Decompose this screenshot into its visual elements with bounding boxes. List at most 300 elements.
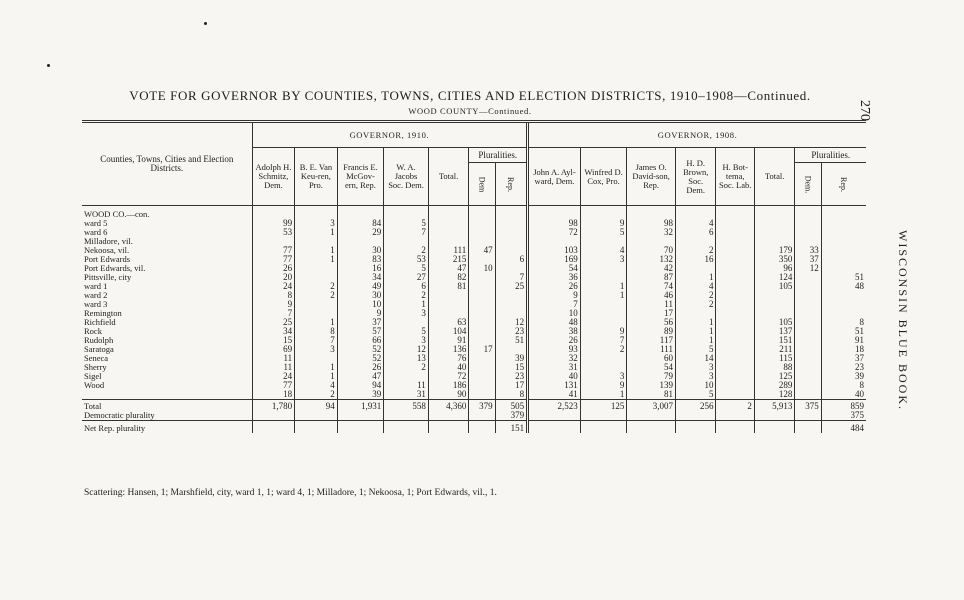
vote-cell: 63 bbox=[428, 318, 469, 327]
vote-cell bbox=[716, 246, 754, 255]
vote-cell bbox=[469, 228, 495, 237]
vote-cell bbox=[795, 273, 821, 282]
vote-cell: 5 bbox=[384, 264, 429, 273]
dem-header: Dem bbox=[469, 163, 495, 206]
vote-cell: 26 bbox=[528, 282, 581, 291]
vote-cell: 23 bbox=[821, 363, 866, 372]
vote-cell: 3 bbox=[384, 309, 429, 318]
vote-cell: 6 bbox=[384, 282, 429, 291]
vote-cell: 51 bbox=[495, 336, 527, 345]
vote-cell bbox=[295, 411, 338, 421]
vote-cell bbox=[716, 309, 754, 318]
vote-cell bbox=[821, 206, 866, 220]
vote-cell bbox=[469, 421, 495, 434]
vote-cell: 41 bbox=[528, 390, 581, 400]
vote-cell: 186 bbox=[428, 381, 469, 390]
vote-cell bbox=[469, 273, 495, 282]
vote-cell bbox=[469, 327, 495, 336]
table-row bbox=[82, 246, 866, 255]
vote-cell bbox=[795, 363, 821, 372]
table-row bbox=[82, 282, 866, 291]
vote-cell: 15 bbox=[252, 336, 295, 345]
vote-cell: 39 bbox=[821, 372, 866, 381]
vote-cell bbox=[716, 390, 754, 400]
vote-cell: 37 bbox=[821, 354, 866, 363]
vote-cell bbox=[580, 264, 627, 273]
vote-cell bbox=[821, 309, 866, 318]
vote-cell: 18 bbox=[821, 345, 866, 354]
table-row bbox=[82, 345, 866, 354]
vote-cell: 39 bbox=[495, 354, 527, 363]
col-header: Total. bbox=[754, 148, 795, 206]
vote-cell bbox=[528, 237, 581, 246]
vote-cell: 111 bbox=[428, 246, 469, 255]
table-row bbox=[82, 381, 866, 390]
table-row bbox=[82, 421, 866, 434]
vote-cell: 7 bbox=[384, 228, 429, 237]
vote-cell bbox=[821, 291, 866, 300]
vote-cell: 379 bbox=[469, 400, 495, 412]
vote-cell bbox=[795, 219, 821, 228]
vote-cell bbox=[580, 363, 627, 372]
vote-cell bbox=[821, 246, 866, 255]
vote-cell: 53 bbox=[384, 255, 429, 264]
rep-header: Rep. bbox=[821, 163, 866, 206]
vote-cell: 17 bbox=[495, 381, 527, 390]
vote-cell bbox=[252, 411, 295, 421]
vote-cell: 3 bbox=[580, 255, 627, 264]
vote-cell: 151 bbox=[495, 421, 527, 434]
print-speck bbox=[47, 64, 50, 67]
vote-cell: 98 bbox=[528, 219, 581, 228]
vote-cell bbox=[295, 421, 338, 434]
vote-cell: 169 bbox=[528, 255, 581, 264]
vote-cell bbox=[384, 411, 429, 421]
vote-cell: 74 bbox=[627, 282, 676, 291]
vote-cell: 7 bbox=[252, 309, 295, 318]
vote-cell bbox=[495, 264, 527, 273]
vote-cell: 5 bbox=[580, 228, 627, 237]
vote-cell bbox=[795, 318, 821, 327]
vote-cell bbox=[428, 291, 469, 300]
vote-cell: 51 bbox=[821, 273, 866, 282]
vote-cell: 26 bbox=[337, 363, 384, 372]
vote-cell: 94 bbox=[337, 381, 384, 390]
vote-cell bbox=[795, 327, 821, 336]
vote-cell: 70 bbox=[627, 246, 676, 255]
district-name: Net Rep. plurality bbox=[82, 421, 252, 434]
district-name: WOOD CO.—con. bbox=[84, 209, 150, 219]
vote-cell: 211 bbox=[754, 345, 795, 354]
vote-cell bbox=[428, 219, 469, 228]
vote-cell: 3 bbox=[384, 336, 429, 345]
vote-cell: 1 bbox=[675, 273, 716, 282]
vote-cell bbox=[795, 237, 821, 246]
vote-cell: 3,007 bbox=[627, 400, 676, 412]
table-row bbox=[82, 363, 866, 372]
table-row bbox=[82, 354, 866, 363]
vote-cell: 484 bbox=[821, 421, 866, 434]
vote-cell bbox=[795, 411, 821, 421]
vote-cell bbox=[716, 327, 754, 336]
vote-cell: 82 bbox=[428, 273, 469, 282]
vote-cell: 2 bbox=[675, 291, 716, 300]
vote-cell bbox=[795, 282, 821, 291]
vote-cell bbox=[428, 309, 469, 318]
vote-cell: 91 bbox=[428, 336, 469, 345]
vote-cell: 859 bbox=[821, 400, 866, 412]
vote-cell bbox=[495, 219, 527, 228]
vote-cell: 8 bbox=[495, 390, 527, 400]
vote-cell: 9 bbox=[252, 300, 295, 309]
vote-cell bbox=[627, 411, 676, 421]
vote-cell bbox=[795, 206, 821, 220]
vote-cell: 24 bbox=[252, 282, 295, 291]
district-name: ward 6 bbox=[84, 228, 108, 237]
vote-cell bbox=[754, 219, 795, 228]
vote-cell bbox=[469, 381, 495, 390]
vote-cell: 54 bbox=[528, 264, 581, 273]
vote-cell bbox=[495, 237, 527, 246]
vote-cell: 505 bbox=[495, 400, 527, 412]
vote-cell: 81 bbox=[627, 390, 676, 400]
vote-cell: 1 bbox=[295, 318, 338, 327]
district-name: Remington bbox=[84, 309, 122, 318]
vote-cell bbox=[580, 354, 627, 363]
vote-cell bbox=[580, 421, 627, 434]
vote-cell: 51 bbox=[821, 327, 866, 336]
vote-cell: 379 bbox=[495, 411, 527, 421]
vote-cell: 12 bbox=[795, 264, 821, 273]
district-name: ward 3 bbox=[84, 300, 108, 309]
vote-cell: 96 bbox=[754, 264, 795, 273]
vote-cell: 39 bbox=[337, 390, 384, 400]
vote-cell: 15 bbox=[495, 363, 527, 372]
vote-cell bbox=[716, 318, 754, 327]
vote-cell: 34 bbox=[337, 273, 384, 282]
vote-cell bbox=[469, 300, 495, 309]
vote-cell: 88 bbox=[754, 363, 795, 372]
vote-cell: 38 bbox=[528, 327, 581, 336]
vote-cell: 137 bbox=[754, 327, 795, 336]
group-header-1908: GOVERNOR, 1908. bbox=[528, 122, 866, 148]
vote-cell: 52 bbox=[337, 354, 384, 363]
vote-cell bbox=[795, 421, 821, 434]
table-row bbox=[82, 300, 866, 309]
vote-cell: 26 bbox=[528, 336, 581, 345]
vote-cell: 8 bbox=[295, 327, 338, 336]
vote-cell bbox=[795, 354, 821, 363]
col-header: B. E. Van Keu-ren, Pro. bbox=[295, 148, 338, 206]
vote-cell bbox=[580, 237, 627, 246]
table-row bbox=[82, 228, 866, 237]
vote-cell: 47 bbox=[469, 246, 495, 255]
vote-cell bbox=[295, 206, 338, 220]
vote-cell: 7 bbox=[495, 273, 527, 282]
vote-cell bbox=[428, 300, 469, 309]
vote-cell: 3 bbox=[295, 219, 338, 228]
vote-cell bbox=[495, 246, 527, 255]
vote-cell: 25 bbox=[252, 318, 295, 327]
vote-cell: 132 bbox=[627, 255, 676, 264]
vote-cell bbox=[469, 237, 495, 246]
vote-cell bbox=[716, 411, 754, 421]
vote-cell: 104 bbox=[428, 327, 469, 336]
vote-cell: 17 bbox=[627, 309, 676, 318]
vote-cell: 10 bbox=[528, 309, 581, 318]
vote-cell: 8 bbox=[252, 291, 295, 300]
vote-cell bbox=[716, 363, 754, 372]
vote-cell: 7 bbox=[528, 300, 581, 309]
table-row bbox=[82, 264, 866, 273]
vote-cell: 49 bbox=[337, 282, 384, 291]
vote-cell bbox=[469, 390, 495, 400]
vote-cell: 3 bbox=[580, 372, 627, 381]
vote-cell bbox=[295, 309, 338, 318]
vote-cell bbox=[337, 421, 384, 434]
vote-cell bbox=[795, 300, 821, 309]
vote-cell bbox=[627, 421, 676, 434]
vote-cell: 10 bbox=[469, 264, 495, 273]
vote-cell: 3 bbox=[295, 345, 338, 354]
vote-cell bbox=[821, 219, 866, 228]
vote-cell: 11 bbox=[252, 363, 295, 372]
col-header: H. D. Brown, Soc. Dem. bbox=[675, 148, 716, 206]
vote-cell: 5 bbox=[384, 219, 429, 228]
vote-cell: 8 bbox=[821, 318, 866, 327]
vote-cell: 117 bbox=[627, 336, 676, 345]
vote-cell bbox=[469, 411, 495, 421]
vote-cell bbox=[821, 300, 866, 309]
vote-cell bbox=[716, 264, 754, 273]
vote-cell: 47 bbox=[428, 264, 469, 273]
vote-cell: 1 bbox=[295, 228, 338, 237]
vote-cell bbox=[716, 336, 754, 345]
vote-cell: 3 bbox=[675, 372, 716, 381]
vote-cell bbox=[528, 206, 581, 220]
district-name: Port Edwards, vil. bbox=[84, 264, 146, 273]
vote-cell bbox=[754, 237, 795, 246]
district-name: Milladore, vil. bbox=[84, 237, 133, 246]
vote-cell bbox=[495, 291, 527, 300]
district-name: ward 2 bbox=[84, 291, 108, 300]
vote-cell: 5 bbox=[675, 345, 716, 354]
col-header: Total. bbox=[428, 148, 469, 206]
table-row bbox=[82, 400, 866, 412]
vote-cell: 1 bbox=[384, 300, 429, 309]
vote-cell bbox=[716, 282, 754, 291]
vote-cell: 16 bbox=[337, 264, 384, 273]
vote-cell: 89 bbox=[627, 327, 676, 336]
vote-cell: 124 bbox=[754, 273, 795, 282]
vote-cell: 77 bbox=[252, 255, 295, 264]
vote-cell: 350 bbox=[754, 255, 795, 264]
vote-cell bbox=[528, 421, 581, 434]
vote-cell: 14 bbox=[675, 354, 716, 363]
vote-cell bbox=[428, 237, 469, 246]
vote-cell: 1,931 bbox=[337, 400, 384, 412]
vote-cell: 53 bbox=[252, 228, 295, 237]
vote-cell bbox=[716, 273, 754, 282]
vote-cell bbox=[627, 237, 676, 246]
vote-cell: 375 bbox=[795, 400, 821, 412]
vote-cell: 125 bbox=[580, 400, 627, 412]
vote-cell: 115 bbox=[754, 354, 795, 363]
page-title: VOTE FOR GOVERNOR BY COUNTIES, TOWNS, CITIES AND ELECTION DISTRICTS, 1910–1908—Continued. bbox=[129, 88, 811, 103]
vote-cell bbox=[795, 381, 821, 390]
dem-header: Dem. bbox=[795, 163, 821, 206]
vote-cell: 83 bbox=[337, 255, 384, 264]
vote-cell: 1 bbox=[295, 372, 338, 381]
vote-cell bbox=[716, 219, 754, 228]
vote-cell: 103 bbox=[528, 246, 581, 255]
table-row bbox=[82, 309, 866, 318]
vote-cell bbox=[469, 255, 495, 264]
vote-cell: 40 bbox=[528, 372, 581, 381]
vote-cell: 10 bbox=[675, 381, 716, 390]
vote-cell bbox=[252, 206, 295, 220]
vote-cell bbox=[754, 291, 795, 300]
vote-cell: 1 bbox=[580, 282, 627, 291]
vote-cell bbox=[384, 206, 429, 220]
vote-cell: 2 bbox=[295, 291, 338, 300]
vote-cell: 56 bbox=[627, 318, 676, 327]
vote-cell bbox=[795, 228, 821, 237]
vote-cell: 7 bbox=[295, 336, 338, 345]
vote-cell: 37 bbox=[795, 255, 821, 264]
vote-cell bbox=[754, 206, 795, 220]
vote-cell: 289 bbox=[754, 381, 795, 390]
vote-cell: 40 bbox=[821, 390, 866, 400]
vote-cell: 136 bbox=[428, 345, 469, 354]
vote-cell: 3 bbox=[675, 363, 716, 372]
vote-cell bbox=[469, 336, 495, 345]
vote-cell bbox=[495, 309, 527, 318]
vote-cell bbox=[528, 411, 581, 421]
vote-cell: 76 bbox=[428, 354, 469, 363]
vote-cell: 20 bbox=[252, 273, 295, 282]
vote-cell: 79 bbox=[627, 372, 676, 381]
vote-cell: 87 bbox=[627, 273, 676, 282]
vote-cell bbox=[428, 228, 469, 237]
vote-cell: 2 bbox=[716, 400, 754, 412]
table-row bbox=[82, 390, 866, 400]
table-row bbox=[82, 273, 866, 282]
vote-cell bbox=[469, 282, 495, 291]
vote-cell: 9 bbox=[580, 327, 627, 336]
vote-cell: 2 bbox=[675, 300, 716, 309]
vote-cell bbox=[337, 237, 384, 246]
vote-cell bbox=[384, 237, 429, 246]
vote-cell: 151 bbox=[754, 336, 795, 345]
district-name: Nekoosa, vil. bbox=[84, 246, 130, 255]
vote-cell: 9 bbox=[528, 291, 581, 300]
vote-cell: 40 bbox=[428, 363, 469, 372]
vote-cell: 17 bbox=[469, 345, 495, 354]
vote-cell bbox=[580, 309, 627, 318]
vote-cell: 1 bbox=[675, 327, 716, 336]
vote-cell bbox=[795, 390, 821, 400]
vote-cell: 1 bbox=[580, 291, 627, 300]
group-header-1910: GOVERNOR, 1910. bbox=[252, 122, 528, 148]
col-header: W. A. Jacobs Soc. Dem. bbox=[384, 148, 429, 206]
vote-cell: 93 bbox=[528, 345, 581, 354]
vote-cell: 558 bbox=[384, 400, 429, 412]
vote-cell bbox=[428, 421, 469, 434]
vote-cell: 57 bbox=[337, 327, 384, 336]
vote-cell bbox=[495, 300, 527, 309]
vote-cell bbox=[580, 318, 627, 327]
col-header: John A. Ayl-ward, Dem. bbox=[528, 148, 581, 206]
vote-cell: 11 bbox=[627, 300, 676, 309]
vote-cell bbox=[795, 372, 821, 381]
vote-cell bbox=[469, 372, 495, 381]
table-row bbox=[82, 255, 866, 264]
vote-cell bbox=[754, 411, 795, 421]
vote-cell: 1 bbox=[295, 363, 338, 372]
print-speck bbox=[204, 22, 207, 25]
pluralities-header: Pluralities. bbox=[469, 148, 528, 163]
vote-cell: 375 bbox=[821, 411, 866, 421]
vote-cell bbox=[295, 264, 338, 273]
col-header: Francis E. McGov-ern, Rep. bbox=[337, 148, 384, 206]
vote-cell bbox=[716, 381, 754, 390]
vote-cell bbox=[295, 300, 338, 309]
vote-cell: 2 bbox=[580, 345, 627, 354]
vote-cell bbox=[252, 237, 295, 246]
vote-cell bbox=[821, 255, 866, 264]
vote-cell bbox=[495, 206, 527, 220]
vote-cell: 29 bbox=[337, 228, 384, 237]
vote-cell: 23 bbox=[495, 372, 527, 381]
vote-cell: 2 bbox=[384, 363, 429, 372]
vote-cell: 90 bbox=[428, 390, 469, 400]
district-name bbox=[82, 390, 252, 400]
vote-cell bbox=[821, 264, 866, 273]
vote-cell: 2 bbox=[295, 390, 338, 400]
vote-cell bbox=[469, 219, 495, 228]
vote-cell: 72 bbox=[528, 228, 581, 237]
running-head: WISCONSIN BLUE BOOK. bbox=[896, 230, 910, 411]
table-row bbox=[82, 372, 866, 381]
vote-cell: 1 bbox=[295, 255, 338, 264]
vote-cell: 6 bbox=[675, 228, 716, 237]
vote-cell: 31 bbox=[528, 363, 581, 372]
vote-cell bbox=[675, 264, 716, 273]
vote-cell: 12 bbox=[384, 345, 429, 354]
vote-cell bbox=[428, 411, 469, 421]
vote-cell: 10 bbox=[337, 300, 384, 309]
row-header: Counties, Towns, Cities and Election Districts. bbox=[82, 122, 252, 206]
vote-cell: 66 bbox=[337, 336, 384, 345]
table-row bbox=[82, 327, 866, 336]
page-subtitle: WOOD COUNTY—Continued. bbox=[408, 106, 532, 116]
district-name: Sherry bbox=[84, 363, 107, 372]
vote-cell: 131 bbox=[528, 381, 581, 390]
vote-cell: 4,360 bbox=[428, 400, 469, 412]
vote-cell bbox=[469, 354, 495, 363]
vote-cell: 18 bbox=[252, 390, 295, 400]
vote-cell: 5,913 bbox=[754, 400, 795, 412]
vote-cell: 36 bbox=[528, 273, 581, 282]
vote-cell: 32 bbox=[528, 354, 581, 363]
vote-cell bbox=[580, 273, 627, 282]
vote-cell bbox=[795, 345, 821, 354]
vote-cell: 42 bbox=[627, 264, 676, 273]
vote-cell: 32 bbox=[627, 228, 676, 237]
vote-cell bbox=[716, 255, 754, 264]
vote-cell bbox=[384, 372, 429, 381]
